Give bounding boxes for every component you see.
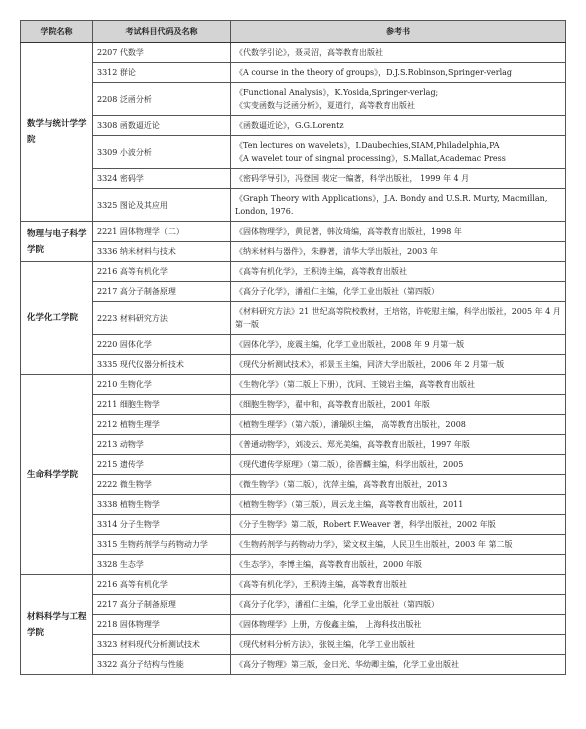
table-header-row <box>21 21 566 43</box>
table-row <box>21 302 566 335</box>
table-row <box>21 475 566 495</box>
reference-book <box>231 169 566 189</box>
exam-subject: 3314 分子生物学 <box>93 515 231 535</box>
reference-book <box>231 83 566 116</box>
reference-book <box>231 375 566 395</box>
exam-subject: 3338 植物生物学 <box>93 495 231 515</box>
reference-book <box>231 222 566 242</box>
table-row <box>21 395 566 415</box>
table-row <box>21 515 566 535</box>
exam-subject: 2212 植物生理学 <box>93 415 231 435</box>
table-row <box>21 189 566 222</box>
table-row <box>21 116 566 136</box>
reference-book <box>231 475 566 495</box>
exam-subject: 3308 函数逼近论 <box>93 116 231 136</box>
table-row <box>21 415 566 435</box>
college-name: 物理与电子科学学院 <box>21 222 93 262</box>
reference-line: 《普通动物学》，刘凌云、郑光美编，高等教育出版社，1997 年版 <box>235 440 470 449</box>
reference-line: 《A course in the theory of groups》，D.J.S.Robinson,Springer-verlag <box>235 68 513 77</box>
college-name: 数学与统计学学院 <box>21 43 93 222</box>
table-row <box>21 169 566 189</box>
reference-line: 《微生物学》（第二版），沈萍主编，高等教育出版社，2013 <box>235 480 448 489</box>
exam-subject: 2207 代数学 <box>93 43 231 63</box>
reference-line: 《植物生理学》（第六版），潘瑞炽主编， 高等教育出版社，2008 <box>235 420 466 429</box>
table-row <box>21 282 566 302</box>
table-body <box>21 43 566 675</box>
reference-line: 《密码学导引》，冯登国 裴定一编著，科学出版社， 1999 年 4 月 <box>235 174 470 183</box>
reference-book <box>231 136 566 169</box>
table-row <box>21 222 566 242</box>
exam-subject: 3325 图论及其应用 <box>93 189 231 222</box>
reference-text: 《Graph Theory with Applications》，J.A. Bondy and U.S.R. Murty, Macmillan, London, 1976. <box>235 194 548 216</box>
reference-book <box>231 395 566 415</box>
table-row <box>21 615 566 635</box>
table-row <box>21 242 566 262</box>
reference-line: 《高分子物理》第三版，金日光、华幼卿主编，化学工业出版社 <box>235 660 459 669</box>
exam-subject: 2211 细胞生物学 <box>93 395 231 415</box>
table-row <box>21 635 566 655</box>
exam-subject: 3309 小波分析 <box>93 136 231 169</box>
reference-line: 《代数学引论》，聂灵沼，高等教育出版社 <box>235 48 383 57</box>
table-row <box>21 63 566 83</box>
reference-book <box>231 242 566 262</box>
exam-subject: 3315 生物药剂学与药物动力学 <box>93 535 231 555</box>
exam-subject: 2220 固体化学 <box>93 335 231 355</box>
exam-subject: 2222 微生物学 <box>93 475 231 495</box>
exam-subject: 2215 遗传学 <box>93 455 231 475</box>
reference-book <box>231 615 566 635</box>
document-page <box>20 20 565 675</box>
table-row <box>21 455 566 475</box>
exam-subject: 3335 现代仪器分析技术 <box>93 355 231 375</box>
reference-book <box>231 515 566 535</box>
college-name: 化学化工学院 <box>21 262 93 375</box>
reference-book <box>231 335 566 355</box>
reference-line: 《现代材料分析方法》，张锐主编，化学工业出版社 <box>235 640 415 649</box>
table-row <box>21 83 566 116</box>
reference-books-table <box>20 20 566 675</box>
table-row <box>21 555 566 575</box>
table-row <box>21 535 566 555</box>
reference-book <box>231 555 566 575</box>
reference-line: 《Functional Analysis》，K.Yosida,Springer-verlag; <box>235 88 439 97</box>
reference-book <box>231 595 566 615</box>
reference-line: 《函数逼近论》，G.G.Lorentz <box>235 121 344 130</box>
reference-line: 《分子生物学》第二版，Robert F.Weaver 著，科学出版社，2002 年版 <box>235 520 496 529</box>
table-row <box>21 136 566 169</box>
table-row <box>21 262 566 282</box>
reference-line: 《固体物理学》上册，方俊鑫主编， 上海科技出版社 <box>235 620 422 629</box>
table-row <box>21 435 566 455</box>
reference-line: 《植物生物学》（第三版），周云龙主编，高等教育出版社，2011 <box>235 500 464 509</box>
exam-subject: 2216 高等有机化学 <box>93 575 231 595</box>
exam-subject: 3323 材料现代分析测试技术 <box>93 635 231 655</box>
reference-book <box>231 63 566 83</box>
exam-subject: 2221 固体物理学（二） <box>93 222 231 242</box>
reference-line: 《高分子化学》，潘祖仁主编，化学工业出版社（第四版） <box>235 287 439 296</box>
reference-book <box>231 635 566 655</box>
reference-line: 《高等有机化学》，王积涛主编，高等教育出版社 <box>235 267 407 276</box>
reference-line: 《固体化学》，庞震主编，化学工业出版社，2008 年 9 月第一版 <box>235 340 465 349</box>
exam-subject: 3336 纳米材料与技术 <box>93 242 231 262</box>
reference-text: 《材料研究方法》21 世纪高等院校教材，王培铭，许乾慰主编，科学出版社，2005 年 4 月第一版 <box>235 307 561 329</box>
college-name: 材料科学与工程学院 <box>21 575 93 675</box>
exam-subject: 2218 固体物理学 <box>93 615 231 635</box>
reference-line: 《固体物理学》，黄昆著，韩汝琦编，高等教育出版社，1998 年 <box>235 227 462 236</box>
table-row <box>21 375 566 395</box>
table-row <box>21 575 566 595</box>
reference-book <box>231 189 566 222</box>
exam-subject: 2217 高分子制备原理 <box>93 595 231 615</box>
college-name: 生命科学学院 <box>21 375 93 575</box>
reference-line: 《A wavelet tour of singnal processing》，S.Mallat,Academac Press <box>235 154 506 163</box>
reference-line: 《生物化学》（第二版上下册），沈同、王镜岩主编，高等教育出版社 <box>235 380 475 389</box>
table-row <box>21 335 566 355</box>
exam-subject: 3328 生态学 <box>93 555 231 575</box>
reference-book <box>231 535 566 555</box>
exam-subject: 3322 高分子结构与性能 <box>93 655 231 675</box>
exam-subject: 2216 高等有机化学 <box>93 262 231 282</box>
exam-subject: 2210 生物化学 <box>93 375 231 395</box>
reference-book <box>231 262 566 282</box>
reference-line: 《生物药剂学与药物动力学》，梁文权主编，人民卫生出版社，2003 年 第二版 <box>235 540 513 549</box>
exam-subject: 3324 密码学 <box>93 169 231 189</box>
reference-line: 《生态学》，李博主编，高等教育出版社，2000 年版 <box>235 560 422 569</box>
reference-book <box>231 282 566 302</box>
header-subject: 考试科目代码及名称 <box>93 21 231 43</box>
reference-line: 《Ten lectures on wavelets》，I.Daubechies,SIAM,Philadelphia,PA <box>235 141 500 150</box>
exam-subject: 2208 泛函分析 <box>93 83 231 116</box>
reference-line: 《纳米材料与器件》，朱静著，清华大学出版社，2003 年 <box>235 247 438 256</box>
exam-subject: 2217 高分子制备原理 <box>93 282 231 302</box>
reference-book <box>231 495 566 515</box>
table-row <box>21 495 566 515</box>
reference-book <box>231 575 566 595</box>
reference-line: 《细胞生物学》，翟中和，高等教育出版社，2001 年版 <box>235 400 430 409</box>
table-row <box>21 43 566 63</box>
reference-line: 《高等有机化学》，王积涛主编，高等教育出版社 <box>235 580 407 589</box>
table-row <box>21 595 566 615</box>
reference-line: 《实变函数与泛函分析》，夏道行，高等教育出版社 <box>235 101 415 110</box>
reference-book <box>231 116 566 136</box>
reference-book <box>231 435 566 455</box>
reference-book <box>231 655 566 675</box>
reference-book <box>231 415 566 435</box>
reference-book <box>231 302 566 335</box>
exam-subject: 2223 材料研究方法 <box>93 302 231 335</box>
reference-book <box>231 355 566 375</box>
reference-book <box>231 455 566 475</box>
reference-line: 《现代分析测试技术》，祁景玉主编，同济大学出版社，2006 年 2 月第一版 <box>235 360 505 369</box>
table-row <box>21 655 566 675</box>
reference-book <box>231 43 566 63</box>
reference-line: 《高分子化学》，潘祖仁主编，化学工业出版社（第四版） <box>235 600 439 609</box>
exam-subject: 2213 动物学 <box>93 435 231 455</box>
exam-subject: 3312 群论 <box>93 63 231 83</box>
header-reference: 参考书 <box>231 21 566 43</box>
reference-line: 《现代遗传学原理》（第二版），徐晋麟主编，科学出版社，2005 <box>235 460 464 469</box>
header-college: 学院名称 <box>21 21 93 43</box>
table-row <box>21 355 566 375</box>
